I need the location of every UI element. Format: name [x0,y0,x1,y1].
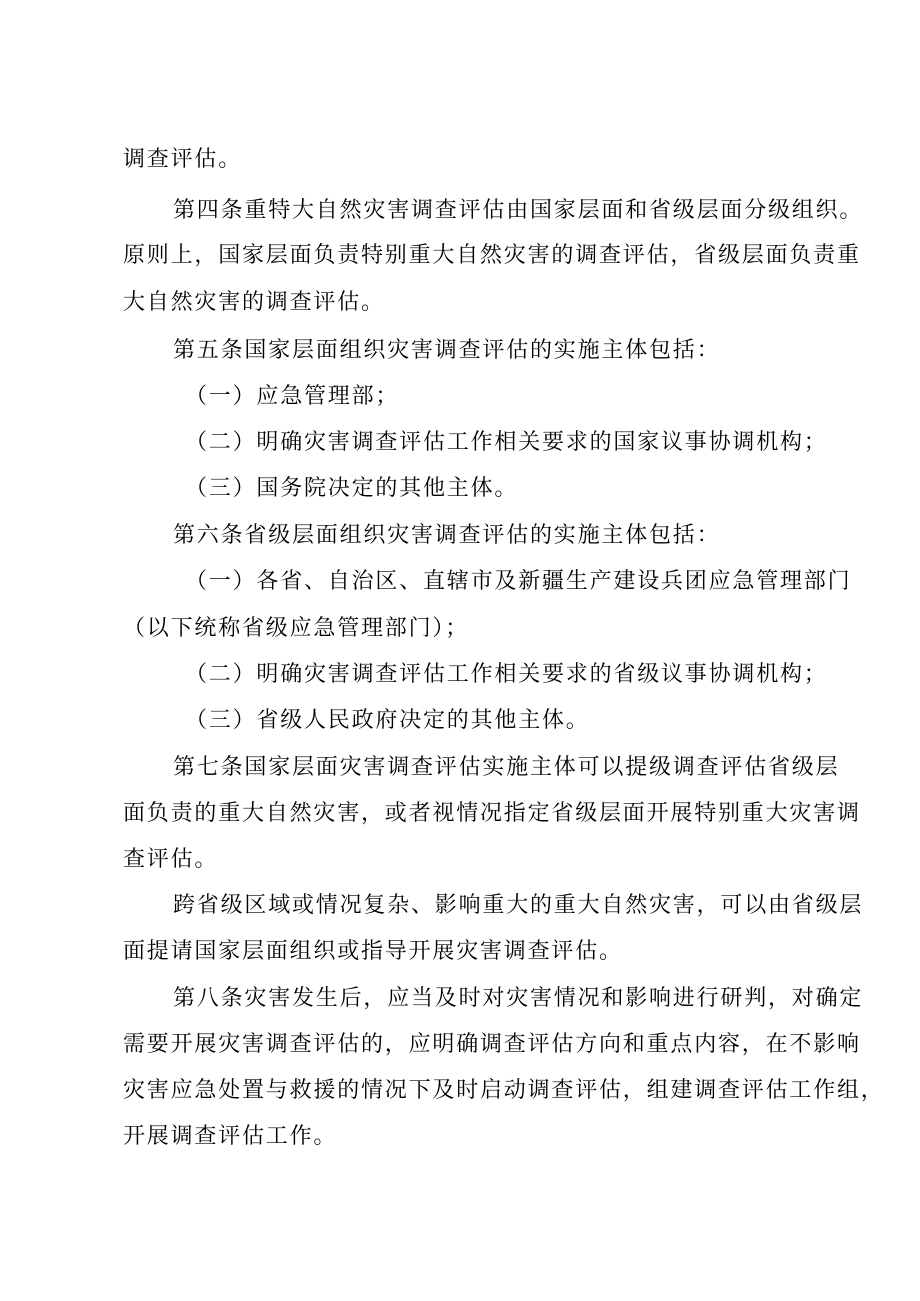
text-line: （二）明确灾害调查评估工作相关要求的国家议事协调机构； [185,430,828,455]
text-line: 第五条国家层面组织灾害调查评估的实施主体包括： [173,338,721,363]
text-line: 跨省级区域或情况复杂、影响重大的重大自然灾害，可以由省级层 [173,893,864,918]
text-line: （一）应急管理部； [185,384,400,409]
text-line: 灾害应急处置与救援的情况下及时启动调查评估，组建调查评估工作组， [123,1078,885,1103]
text-line: （三）国务院决定的其他主体。 [185,476,519,501]
text-line: 第八条灾害发生后，应当及时对灾害情况和影响进行研判，对确定 [173,986,864,1011]
text-line: 原则上，国家层面负责特别重大自然灾害的调查评估，省级层面负责重 [123,243,861,268]
text-line: 第六条省级层面组织灾害调查评估的实施主体包括： [173,523,721,548]
text-line: 查评估。 [123,847,219,872]
text-line: （二）明确灾害调查评估工作相关要求的省级议事协调机构； [185,662,828,687]
text-line: 需要开展灾害调查评估的，应明确调查评估方向和重点内容，在不影响 [123,1032,861,1057]
text-line: （三）省级人民政府决定的其他主体。 [185,708,590,733]
text-line: 开展调查评估工作。 [123,1124,338,1149]
text-line: 大自然灾害的调查评估。 [123,290,385,315]
text-line: 面负责的重大自然灾害，或者视情况指定省级层面开展特别重大灾害调 [123,801,861,826]
text-line: 第七条国家层面灾害调查评估实施主体可以提级调查评估省级层 [173,755,840,780]
text-line: 调查评估。 [123,147,243,172]
text-line: （以下统称省级应急管理部门）； [123,616,470,641]
text-line: （一）各省、自治区、直辖市及新疆生产建设兵团应急管理部门 [185,569,852,594]
text-line: 面提请国家层面组织或指导开展灾害调查评估。 [123,939,623,964]
text-line: 第四条重特大自然灾害调查评估由国家层面和省级层面分级组织。 [173,198,864,223]
